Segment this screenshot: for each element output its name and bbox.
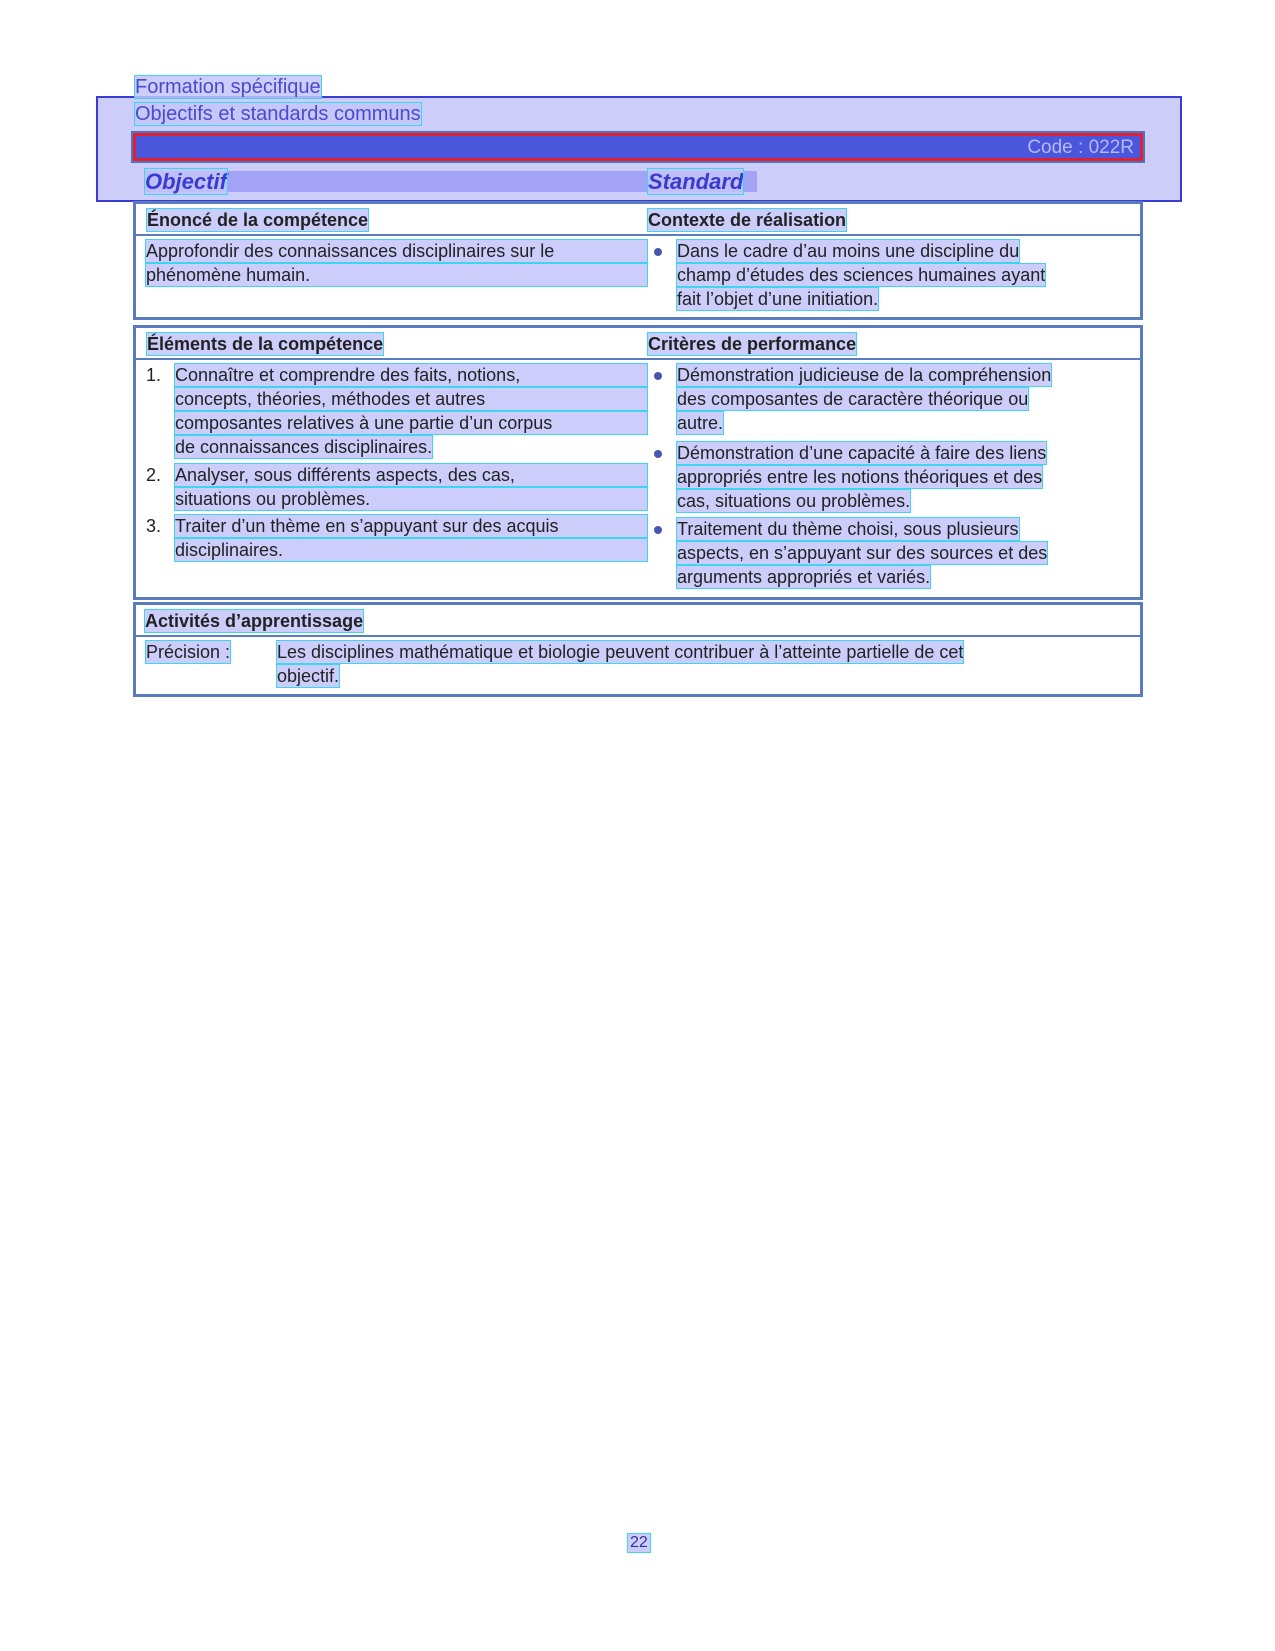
elements-table [133, 325, 1143, 600]
element-line: composantes relatives à une partie d’un corpus [175, 412, 647, 434]
precision-line: Les disciplines mathématique et biologie peuvent contribuer à l’atteinte partielle de cet [277, 642, 964, 662]
elements-heading: Éléments de la compétence [147, 334, 384, 354]
critere-line: cas, situations ou problèmes. [677, 491, 911, 511]
contexte-line: fait l’objet d’une initiation. [677, 289, 879, 309]
enonce-heading: Énoncé de la compétence [147, 210, 369, 230]
element-line: Connaître et comprendre des faits, notions, [175, 364, 647, 386]
element-line: concepts, théories, méthodes et autres [175, 388, 647, 410]
contexte-heading: Contexte de réalisation [648, 210, 847, 230]
element-line: disciplinaires. [175, 539, 647, 561]
bullet-icon [654, 526, 662, 534]
standard-heading: Standard [648, 169, 744, 194]
activites-heading: Activités d’apprentissage [145, 611, 364, 631]
precision-line: objectif. [277, 666, 340, 686]
competence-table [133, 201, 1143, 320]
bullet-icon [654, 248, 662, 256]
critere-line: des composantes de caractère théorique ou [677, 389, 1029, 409]
code-bar [133, 133, 1143, 161]
critere-line: autre. [677, 413, 724, 433]
critere-line: Démonstration judicieuse de la compréhension [677, 365, 1052, 385]
row-divider [136, 234, 1140, 236]
element-line: de connaissances disciplinaires. [175, 437, 433, 457]
enonce-line: phénomène humain. [146, 264, 647, 286]
criteres-heading: Critères de performance [648, 334, 857, 354]
element-line: Traiter d’un thème en s’appuyant sur des acquis [175, 515, 647, 537]
contexte-line: Dans le cadre d’au moins une discipline du [677, 241, 1020, 261]
activites-table [133, 602, 1143, 697]
critere-line: Traitement du thème choisi, sous plusieurs [677, 519, 1019, 539]
code-label: Code : 022R [1027, 137, 1134, 158]
critere-line: arguments appropriés et variés. [677, 567, 931, 587]
precision-label: Précision : [146, 642, 231, 662]
page-number: 22 [630, 1534, 648, 1551]
element-number: 2. [146, 465, 162, 485]
element-number: 3. [146, 516, 162, 536]
row-divider [136, 635, 1140, 637]
enonce-line: Approfondir des connaissances disciplinaires sur le [146, 240, 647, 262]
critere-line: aspects, en s’appuyant sur des sources et des [677, 543, 1048, 563]
section-title: Formation spécifique [135, 76, 321, 98]
subtitle: Objectifs et standards communs [135, 103, 421, 125]
element-number: 1. [146, 365, 162, 385]
element-line: Analyser, sous différents aspects, des cas, [175, 464, 647, 486]
element-line: situations ou problèmes. [175, 488, 647, 510]
contexte-line: champ d’études des sciences humaines ayant [677, 265, 1046, 285]
critere-line: appropriés entre les notions théoriques et des [677, 467, 1043, 487]
objectif-heading: Objectif [145, 169, 227, 194]
critere-line: Démonstration d’une capacité à faire des liens [677, 443, 1047, 463]
bullet-icon [654, 450, 662, 458]
bullet-icon [654, 372, 662, 380]
row-divider [136, 358, 1140, 360]
